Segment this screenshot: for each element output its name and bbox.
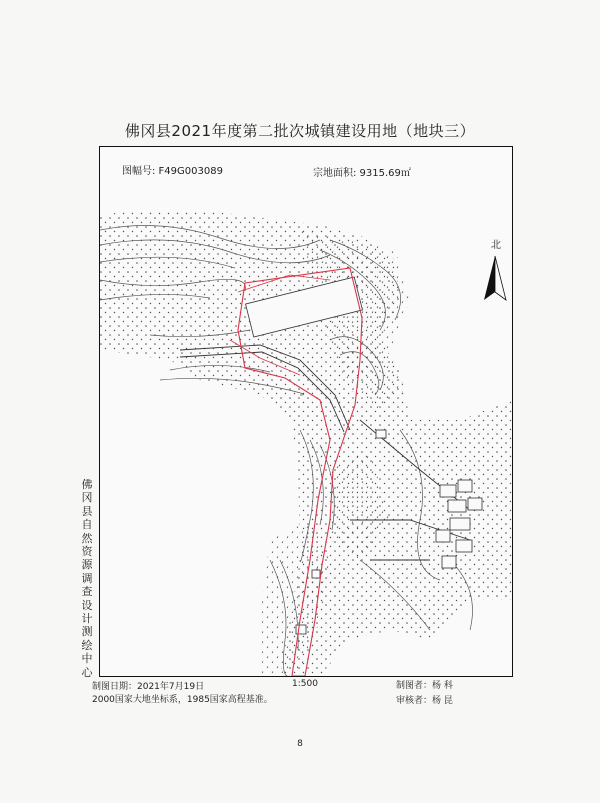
organization-name: 佛冈县自然资源调查设计测绘中心	[81, 478, 93, 679]
coordinate-system: 2000国家大地坐标系，1985国家高程基准。	[92, 695, 273, 705]
map-date: 制图日期：2021年7月19日	[92, 682, 205, 692]
parcel-area: 宗地面积: 9315.69㎡	[313, 168, 411, 179]
page-number: 8	[297, 739, 303, 749]
reviewer: 审核者：杨 昆	[396, 696, 453, 706]
north-arrow-icon	[484, 256, 506, 300]
drafter: 制图者：杨 科	[396, 681, 453, 691]
page-title: 佛冈县2021年度第二批次城镇建设用地（地块三）	[124, 122, 476, 140]
north-label: 北	[491, 240, 501, 251]
map-scale: 1:500	[292, 679, 318, 689]
sheet-number: 图幅号: F49G003089	[122, 166, 223, 177]
